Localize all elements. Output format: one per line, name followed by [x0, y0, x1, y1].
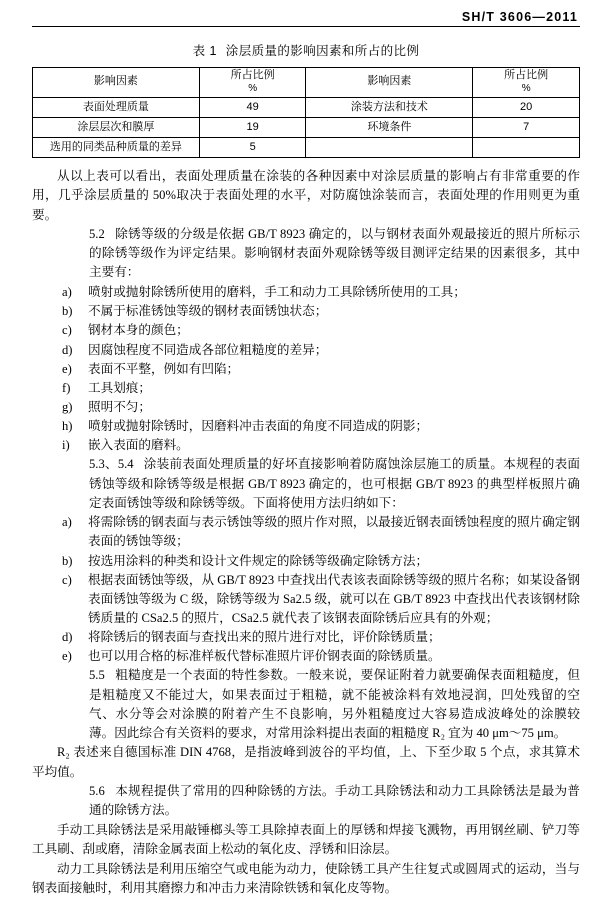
list-item-text: 也可以用合格的标准样板代替标准照片评价钢表面的除锈质量。: [88, 649, 441, 664]
table-cell: 涂层层次和膜厚: [33, 118, 200, 138]
list-item: [32, 571, 580, 628]
document-body: [32, 167, 580, 898]
clause-text: 粗糙度是一个表面的特性参数。一般来说，要保证附着力就要确保表面粗糙度，但是粗糙度又不能过大，如果表面过于粗糙，就不能被涂料有效地浸润，凹处残留的空气、水分等会对涂膜的附着产生不良影响，另外粗糙度过大容易造成波峰处的涂膜较薄。因此综合有关资料的要求，对常用涂料提出表面的粗糙度 R₂ 宜为 40 μm～75 μm。: [89, 668, 581, 740]
clause-number: 5.5: [89, 668, 105, 683]
table-cell: 7: [473, 118, 580, 138]
clause-5-3-5-4: [32, 455, 580, 512]
table-caption: [32, 41, 580, 59]
list-item-text: 嵌入表面的磨料。: [88, 438, 189, 453]
clause-5-6-paragraph-3: 动力工具除锈法是利用压缩空气或电能为动力，使除锈工具产生往复式或圆周式的运动，当与钢表面接触时，利用其磨擦力和冲击力来清除铁锈和氧化皮等物。: [32, 861, 580, 895]
table-cell: 5: [199, 138, 306, 158]
list-item: [32, 398, 580, 417]
list-marker: f): [62, 380, 71, 395]
list-item-text: 根据表面锈蚀等级，从 GB/T 8923 中查找出代表该表面除锈等级的照片名称；如某设备钢表面锈蚀等级为 C 级，除锈等级为 Sa2.5 级，就可以在 GB/T 8923 中查找出代表该钢材除锈质量的 CSa2.5 的照片，CSa2.5 就代表了该钢表面除锈后应具有的外观；: [88, 572, 580, 625]
list-item: [32, 513, 580, 551]
clause-number: 5.6: [89, 784, 105, 799]
list-clause-5-2: [32, 283, 580, 455]
table-cell: 涂装方法和技术: [306, 98, 473, 118]
list-item: [32, 647, 580, 666]
list-item-text: 钢材本身的颜色；: [88, 323, 189, 338]
list-item-text: 照明不匀；: [88, 399, 151, 414]
clause-text: 除锈等级的分级是依据 GB/T 8923 确定的，以与钢材表面外观最接近的照片所标示的除锈等级作为评定结果。影响钢材表面外观除锈等级目测评定结果的因素很多，其中主要有：: [89, 227, 581, 280]
list-item: [32, 379, 580, 398]
clause-number: 5.2: [89, 227, 105, 242]
list-marker: e): [62, 649, 72, 664]
list-marker: e): [62, 361, 72, 376]
list-marker: d): [62, 342, 73, 357]
table-row: [33, 118, 580, 138]
list-item-text: 喷射或抛射除锈时，因磨料冲击表面的角度不同造成的阴影；: [88, 419, 429, 434]
list-marker: g): [62, 399, 73, 414]
table-cell: [306, 138, 473, 158]
list-marker: i): [62, 438, 70, 453]
list-item-text: 喷射或抛射除锈所使用的磨料，手工和动力工具除锈所使用的工具；: [88, 285, 466, 300]
clause-text: 本规程提供了常用的四种除锈的方法。手动工具除锈法和动力工具除锈法是最为普通的除锈方法。: [89, 784, 581, 818]
clause-5-2: [32, 225, 580, 282]
list-marker: a): [62, 285, 72, 300]
list-item: [32, 628, 580, 647]
clause-5-6: [32, 782, 580, 820]
list-item: [32, 436, 580, 455]
paragraph-intro: 从以上表可以看出，表面处理质量在涂装的各种因素中对涂层质量的影响占有非常重要的作用，几乎涂层质量的 50%取决于表面处理的水平，对防腐蚀涂装而言，表面处理的作用则更为重要。: [32, 169, 580, 222]
list-item: [32, 417, 580, 436]
table-row: [33, 98, 580, 118]
list-item: [32, 321, 580, 340]
table-cell: 表面处理质量: [33, 98, 200, 118]
list-item-text: 因腐蚀程度不同造成各部位粗糙度的差异；: [88, 342, 328, 357]
table-cell: 19: [199, 118, 306, 138]
list-item-text: 不属于标准锈蚀等级的钢材表面锈蚀状态；: [88, 304, 328, 319]
table-cell: [473, 138, 580, 158]
table-row: [33, 138, 580, 158]
table-header-cell: 所占比例 %: [473, 68, 580, 98]
table-cell: 选用的同类品种质量的差异: [33, 138, 200, 158]
page-header: [32, 10, 580, 24]
list-clause-5-3: [32, 513, 580, 666]
clause-5-5: [32, 666, 580, 743]
table-cell: 环境条件: [306, 118, 473, 138]
table-cell: 49: [199, 98, 306, 118]
list-item: [32, 283, 580, 302]
clause-number: 5.3、5.4: [89, 457, 134, 472]
standard-number: SH/T 3606—2011: [461, 10, 578, 24]
list-item: [32, 302, 580, 321]
clause-5-6-paragraph-2: 手动工具除锈法是采用敲锤榔头等工具除掉表面上的厚锈和焊接飞溅物，再用钢丝刷、铲刀等工具刷、刮或磨，清除金属表面上松动的氧化皮、浮锈和旧涂层。: [32, 823, 580, 857]
table-header-cell: 所占比例 %: [199, 68, 306, 98]
list-item-text: 将需除锈的钢表面与表示锈蚀等级的照片作对照，以最接近钢表面锈蚀程度的照片确定钢表面的锈蚀等级；: [88, 515, 580, 549]
clause-text: 涂装前表面处理质量的好坏直接影响着防腐蚀涂层施工的质量。本规程的表面锈蚀等级和除锈等级是根据 GB/T 8923 确定的，也可根据 GB/T 8923 的典型样板照片确定表面锈蚀等级和除锈等级。下面将使用方法归纳如下：: [89, 457, 581, 510]
list-marker: c): [62, 572, 72, 587]
table-header-cell: 影响因素: [33, 68, 200, 98]
list-item: [32, 360, 580, 379]
table-header-cell: 影响因素: [306, 68, 473, 98]
list-marker: b): [62, 304, 73, 319]
list-marker: d): [62, 630, 73, 645]
table-header-row: [33, 68, 580, 98]
clause-5-5-paragraph-2: R₂ 表述来自德国标准 DIN 4768，是指波峰到波谷的平均值，上、下至少取 5 个点，求其算术平均值。: [32, 745, 580, 779]
list-item: [32, 552, 580, 571]
table-cell: 20: [473, 98, 580, 118]
list-item: [32, 341, 580, 360]
header-divider: [32, 26, 580, 27]
list-item-text: 工具划痕；: [88, 380, 151, 395]
list-marker: a): [62, 515, 72, 530]
list-item-text: 将除锈后的钢表面与查找出来的照片进行对比，评价除锈质量；: [88, 630, 441, 645]
influence-factors-table: [32, 67, 580, 158]
list-item-text: 表面不平整，例如有凹陷；: [88, 361, 240, 376]
list-marker: h): [62, 419, 73, 434]
table-caption-title: 涂层质量的影响因素和所占的比例: [225, 44, 420, 58]
list-marker: b): [62, 553, 73, 568]
table-caption-label: 表 1: [192, 44, 217, 58]
list-marker: c): [62, 323, 72, 338]
list-item-text: 按选用涂料的种类和设计文件规定的除锈等级确定除锈方法；: [88, 553, 429, 568]
